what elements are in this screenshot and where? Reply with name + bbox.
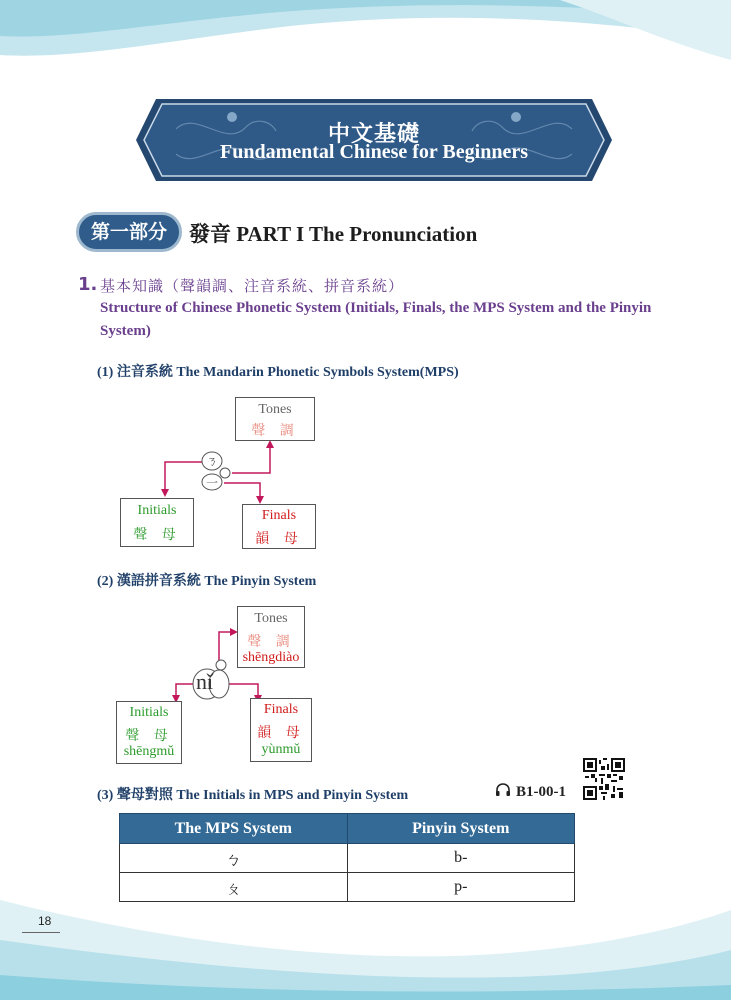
table-header-row [120, 814, 575, 844]
section-subtitle: Structure of Chinese Phonetic System (Initials, Finals, the MPS System and the Pinyin System) [100, 300, 652, 339]
pinyin-finals-box [250, 698, 312, 762]
mps-initials-label: Initials [137, 503, 177, 518]
part-badge: 第一部分 [76, 212, 182, 252]
mps-tones-zh: 聲 調 [251, 423, 299, 439]
pinyin-finals-zh: 韻 母 [257, 725, 305, 741]
audio-track[interactable] [495, 783, 566, 801]
mps-heading-num: (1) [97, 365, 114, 380]
mps-finals-label: Finals [261, 508, 297, 523]
page-number-rule [22, 932, 60, 933]
audio-code: B1-00-1 [516, 784, 566, 800]
table-row [120, 873, 575, 902]
initials-heading-num: (3) [97, 788, 114, 803]
table-cell-mps: ㄅ [120, 844, 348, 873]
page-number: 18 [38, 914, 52, 928]
initials-heading [97, 784, 408, 804]
mps-center-top: ㄋ [206, 454, 219, 468]
pinyin-initials-pinyin: shēngmǔ [123, 744, 175, 759]
table-header-mps: The MPS System [120, 814, 348, 844]
pinyin-heading-num: (2) [97, 574, 114, 589]
mps-tones-label: Tones [258, 402, 292, 417]
initials-heading-en: The Initials in MPS and Pinyin System [176, 788, 409, 803]
pinyin-tones-pinyin: shēngdiào [242, 650, 300, 665]
pinyin-heading-en: The Pinyin System [204, 574, 317, 589]
pinyin-initials-label: Initials [129, 705, 169, 720]
part-title-zh: 發音 [189, 222, 231, 246]
pinyin-tones-label: Tones [254, 611, 288, 626]
table-cell-pinyin: p- [347, 873, 575, 902]
headphones-icon [495, 783, 511, 797]
pinyin-initials-box [116, 701, 182, 764]
pinyin-initials-zh: 聲 母 [125, 728, 173, 744]
banner-title-zh: 中文基礎 [327, 122, 420, 147]
mps-initials-zh: 聲 母 [133, 527, 181, 543]
section-title: 基本知識（聲韻調、注音系統、拼音系統） [100, 277, 405, 295]
qr-code-icon[interactable] [583, 758, 625, 800]
part-title-en: PART I The Pronunciation [236, 222, 478, 246]
pinyin-heading-zh: 漢語拼音系統 [116, 573, 201, 589]
pinyin-tones-box [237, 606, 305, 668]
pinyin-finals-label: Finals [263, 702, 299, 717]
mps-center-bottom: 一 [206, 476, 219, 490]
banner-title-en: Fundamental Chinese for Beginners [220, 141, 528, 163]
mps-finals-zh: 韻 母 [255, 531, 303, 547]
initials-table [119, 813, 575, 902]
table-row [120, 844, 575, 873]
mps-heading-en: The Mandarin Phonetic Symbols System(MPS) [176, 365, 459, 380]
section-number: 1. [78, 274, 98, 295]
pinyin-finals-pinyin: yùnmǔ [261, 742, 301, 757]
mps-heading-zh: 注音系統 [116, 364, 173, 380]
table-cell-pinyin: b- [347, 844, 575, 873]
initials-heading-zh: 聲母對照 [116, 787, 173, 803]
table-cell-mps: ㄆ [120, 873, 348, 902]
pinyin-tones-zh: 聲 調 [247, 634, 295, 650]
table-header-pinyin: Pinyin System [347, 814, 575, 844]
pinyin-center: nǐ [196, 669, 214, 694]
